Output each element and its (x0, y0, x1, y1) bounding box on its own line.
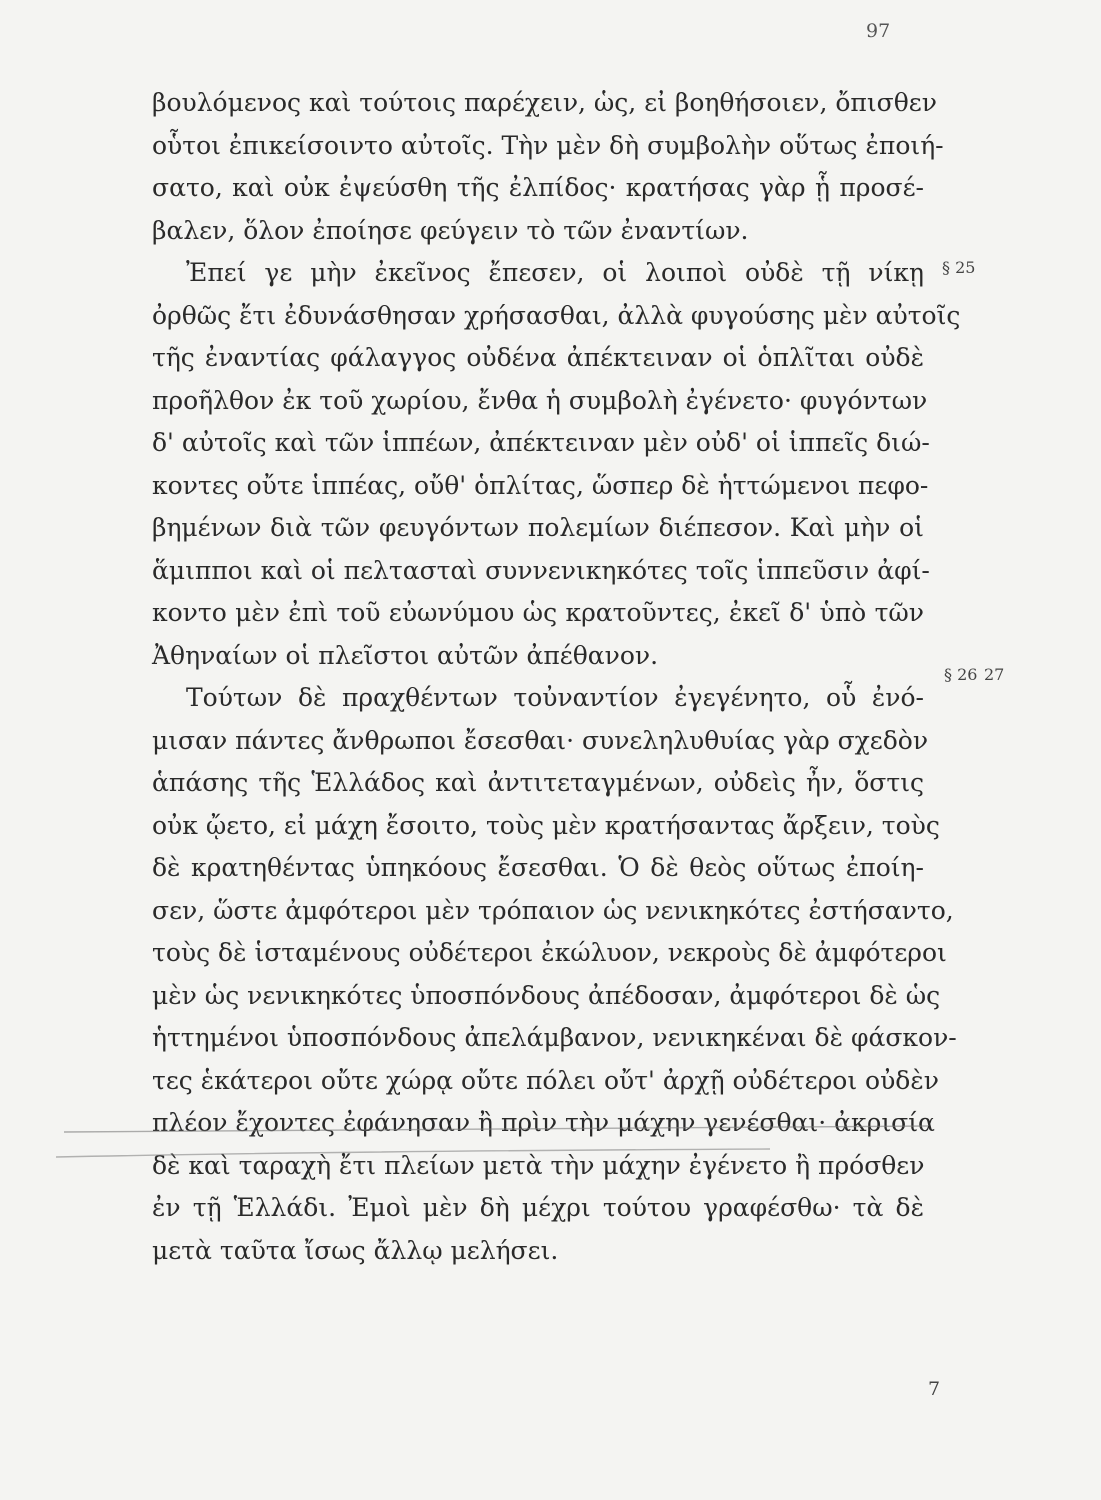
text-line: τοὺς δὲ ἱσταμένους οὐδέτεροι ἐκώλυον, νεκροὺς δὲ ἀμφότεροι (152, 938, 947, 967)
text-line: ἅμιπποι καὶ οἱ πελτασταὶ συννενικηκότες τοῖς ἱππεῦσιν ἀφί- (152, 555, 930, 585)
text-line: Ἀθηναίων οἱ πλεῖστοι αὐτῶν ἀπέθανον. (152, 640, 659, 670)
page-number: 97 (866, 20, 891, 42)
text-line: μὲν ὡς νενικηκότες ὑποσπόνδους ἀπέδοσαν, ἀμφότεροι δὲ ὡς (152, 980, 941, 1010)
text-line: δὲ καὶ ταραχὴ ἔτι πλείων μετὰ τὴν μάχην ἐγένετο ἢ πρόσθεν (152, 1150, 925, 1180)
text-line: κοντο μὲν ἐπὶ τοῦ εὐωνύμου ὡς κρατοῦντες, ἐκεῖ δ' ὑπὸ τῶν (152, 598, 924, 627)
text-line: σεν, ὥστε ἀμφότεροι μὲν τρόπαιον ὡς νενικηκότες ἐστήσαντο, (152, 895, 954, 925)
text-line: βημένων διὰ τῶν φευγόντων πολεμίων διέπεσον. Καὶ μὴν οἱ (152, 513, 924, 542)
text-line: βουλόμενος καὶ τούτοις παρέχειν, ὡς, εἰ βοηθήσοιεν, ὄπισθεν (152, 88, 937, 117)
text-line: Ἐπεί γε μὴν ἐκεῖνος ἔπεσεν, οἱ λοιποὶ οὐδὲ τῇ νίκῃ (186, 258, 924, 287)
text-line: σατο, καὶ οὐκ ἐψεύσθη τῆς ἐλπίδος· κρατήσας γὰρ ᾗ προσέ- (152, 173, 924, 202)
margin-chapter-number: 27 (984, 665, 1005, 684)
text-line: πλέον ἔχοντες ἐφάνησαν ἢ πρὶν τὴν μάχην γενέσθαι· ἀκρισία (152, 1108, 935, 1137)
text-line: βαλεν, ὅλον ἐποίησε φεύγειν τὸ τῶν ἐναντίων. (152, 215, 749, 245)
text-line: Τούτων δὲ πραχθέντων τοὐναντίον ἐγεγένητο, οὗ ἐνό- (186, 683, 924, 712)
text-line: ἐν τῇ Ἑλλάδι. Ἐμοὶ μὲν δὴ μέχρι τούτου γραφέσθω· τὰ δὲ (152, 1193, 924, 1222)
text-line: τῆς ἐναντίας φάλαγγος οὐδένα ἀπέκτειναν οἱ ὁπλῖται οὐδὲ (152, 343, 924, 372)
text-line: δ' αὐτοῖς καὶ τῶν ἱππέων, ἀπέκτειναν μὲν οὐδ' οἱ ἱππεῖς διώ- (152, 428, 930, 457)
text-line: προῆλθον ἐκ τοῦ χωρίου, ἔνθα ἡ συμβολὴ ἐγένετο· φυγόντων (152, 385, 928, 415)
margin-section-number: § 25 (942, 258, 976, 277)
margin-section-number: § 26 (944, 665, 978, 684)
text-line: δὲ κρατηθέντας ὑπηκόους ἔσεσθαι. Ὁ δὲ θεὸς οὕτως ἐποίη- (152, 853, 924, 882)
text-line: ἡττημένοι ὑποσπόνδους ἀπελάμβανον, νενικηκέναι δὲ φάσκον- (152, 1023, 957, 1052)
text-line: κοντες οὔτε ἱππέας, οὔθ' ὁπλίτας, ὥσπερ δὲ ἡττώμενοι πεφο- (152, 470, 929, 500)
text-line: ὀρθῶς ἔτι ἐδυνάσθησαν χρήσασθαι, ἀλλὰ φυγούσης μὲν αὐτοῖς (152, 300, 961, 330)
text-line: οὗτοι ἐπικείσοιντο αὐτοῖς. Τὴν μὲν δὴ συμβολὴν οὕτως ἐποιή- (152, 130, 944, 160)
text-line: τες ἑκάτεροι οὔτε χώρᾳ οὔτε πόλει οὔτ' ἀρχῇ οὐδέτεροι οὐδὲν (152, 1065, 939, 1095)
text-line: μισαν πάντες ἄνθρωποι ἔσεσθαι· συνεληλυθυίας γὰρ σχεδὸν (152, 725, 929, 755)
text-line: ἁπάσης τῆς Ἑλλάδος καὶ ἀντιτεταγμένων, οὐδεὶς ἦν, ὅστις (152, 768, 924, 797)
text-line: οὐκ ᾤετο, εἰ μάχη ἔσοιτο, τοὺς μὲν κρατήσαντας ἄρξειν, τοὺς (152, 810, 940, 840)
text-line: μετὰ ταῦτα ἴσως ἄλλῳ μελήσει. (152, 1235, 559, 1265)
signature-mark: 7 (928, 1378, 941, 1400)
